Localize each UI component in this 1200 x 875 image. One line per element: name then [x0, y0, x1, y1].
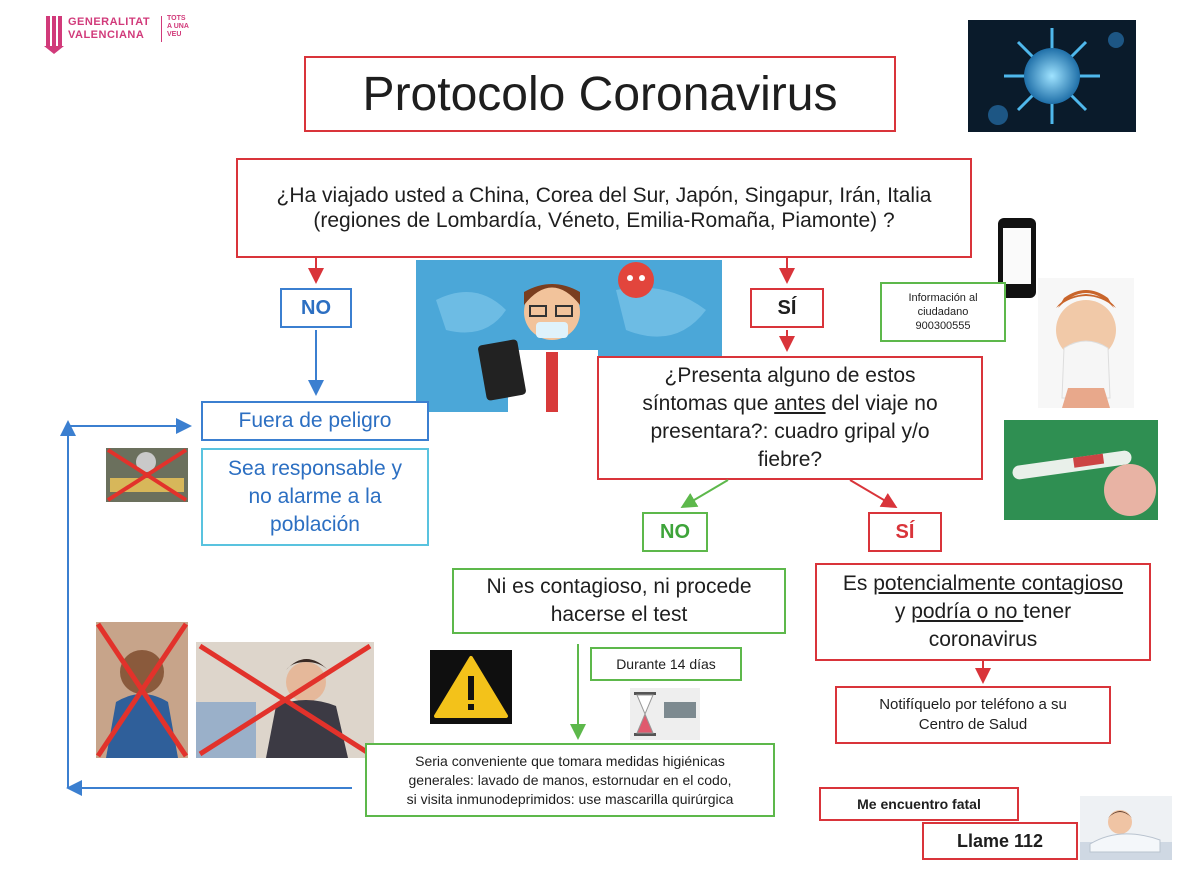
symptoms-line-4: fiebre? [757, 448, 823, 471]
fatal-box [819, 787, 1019, 821]
warning-icon [430, 650, 512, 724]
safe-advice-line-1: Sea responsable y [228, 457, 402, 480]
call-box [922, 822, 1078, 860]
duration-label: Durante 14 días [616, 656, 716, 672]
contagious-line-3: coronavirus [928, 628, 1038, 651]
notify-line-1: Notifíquelo por teléfono a su [879, 696, 1067, 713]
logo-mark-icon [44, 14, 66, 54]
info-phone: 900300555 [915, 320, 971, 332]
notify-box [835, 686, 1111, 744]
hygiene-line-3: si visita inmunodeprimidos: use mascarilla quirúrgica [406, 790, 734, 807]
answer-si-box [750, 288, 824, 328]
answer-no-box [280, 288, 352, 328]
sneezing-child-image [1038, 278, 1134, 408]
symptoms-line-1: ¿Presenta alguno de estos [664, 364, 916, 387]
virus-image [968, 20, 1136, 132]
info-box [880, 282, 1006, 342]
travel-question-line-1: ¿Ha viajado usted a China, Corea del Sur, Japón, Singapur, Irán, Italia [276, 184, 932, 207]
sick-in-bed-image [1080, 796, 1172, 860]
crossed-sick-person-image-2 [196, 642, 374, 758]
notify-line-2: Centro de Salud [918, 716, 1028, 733]
not-contagious-line-1: Ni es contagioso, ni procede [486, 575, 752, 598]
contagious-box [815, 563, 1151, 661]
hygiene-line-1: Seria conveniente que tomara medidas higiénicas [415, 752, 725, 769]
hourglass-icon [630, 688, 700, 740]
info-line-2: ciudadano [917, 306, 969, 318]
fatal-label: Me encuentro fatal [857, 796, 981, 812]
call-label: Llame 112 [956, 830, 1044, 851]
safe-title-box [201, 401, 429, 441]
contagious-line-2: y podría o no tener [894, 600, 1072, 623]
crossed-sick-person-image-1 [96, 622, 188, 758]
logo-tag-2: A UNA [167, 23, 189, 30]
hygiene-box [365, 743, 775, 817]
arrow-q2-no [684, 480, 728, 506]
hygiene-line-2: generales: lavado de manos, estornudar en el codo, [408, 771, 732, 788]
logo-text-1: GENERALITAT [68, 16, 151, 28]
safe-advice-box [201, 448, 429, 546]
symptoms-line-3: presentara?: cuadro gripal y/o [650, 420, 930, 443]
not-contagious-line-2: hacerse el test [550, 603, 688, 626]
symptoms-question [597, 356, 983, 480]
logo-tag-3: VEU [167, 31, 182, 38]
answer-si-label: SÍ [777, 296, 797, 319]
answer2-si-label: SÍ [895, 520, 915, 543]
safe-title: Fuera de peligro [238, 409, 392, 432]
answer2-si-box [868, 512, 942, 552]
safe-advice-line-3: población [270, 513, 360, 536]
travel-question-line-2: (regiones de Lombardía, Véneto, Emilia-Romaña, Piamonte) ? [313, 209, 895, 232]
symptoms-line-2: síntomas que antes del viaje no [642, 392, 938, 415]
travel-question [236, 158, 972, 258]
safe-advice-line-2: no alarme a la [248, 485, 382, 508]
page-title-text: Protocolo Coronavirus [362, 67, 838, 121]
logo [44, 12, 204, 56]
arrow-q2-si [850, 480, 894, 506]
not-contagious-box [452, 568, 786, 634]
logo-text-2: VALENCIANA [68, 29, 145, 41]
thermometer-image [1004, 420, 1158, 520]
answer2-no-label: NO [660, 520, 690, 543]
page-title [304, 56, 896, 132]
duration-box [590, 647, 742, 681]
info-line-1: Información al [908, 292, 978, 304]
logo-tag-1: TOTS [167, 15, 186, 22]
contagious-line-1: Es potencialmente contagioso [842, 572, 1124, 595]
answer-no-label: NO [301, 296, 331, 319]
crossed-mask-image [106, 448, 188, 502]
answer2-no-box [642, 512, 708, 552]
